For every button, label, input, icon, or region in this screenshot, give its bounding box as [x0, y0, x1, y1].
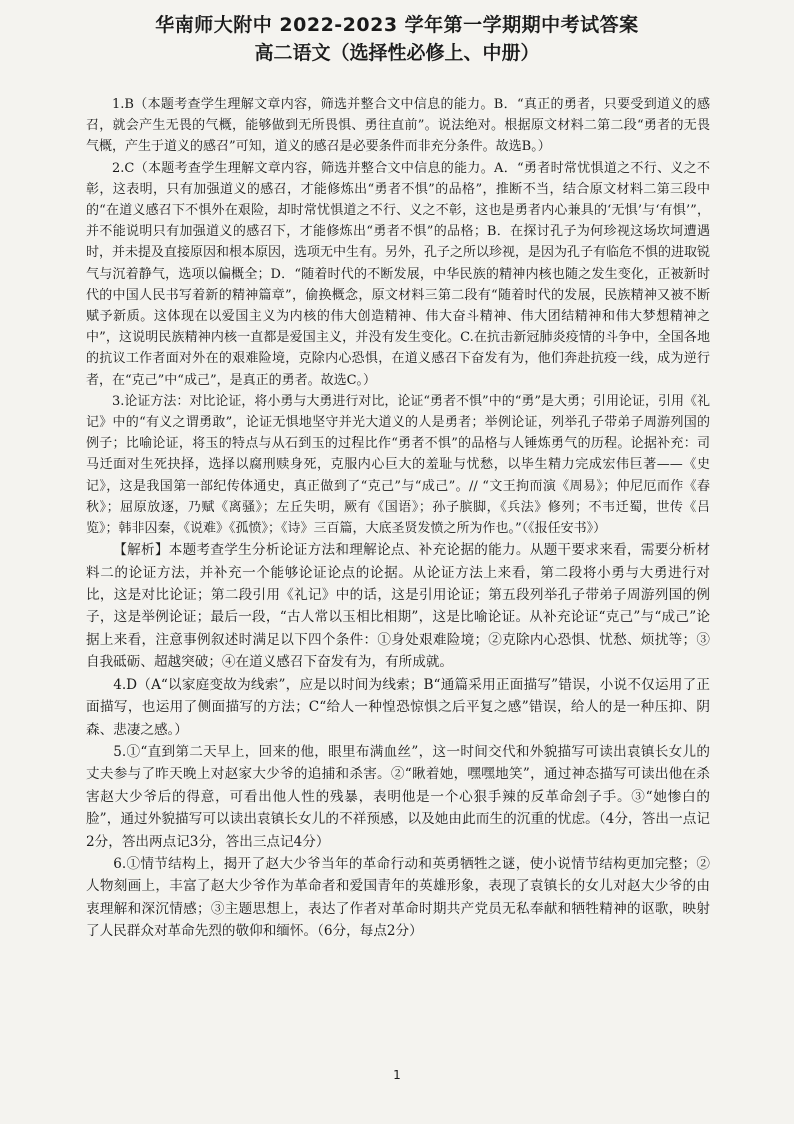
answer-3-analysis: 【解析】本题考查学生分析论证方法和理解论点、补充论据的能力。从题干要求来看，需要分析材料二的论证方法，并补充一个能够论证论点的论据。从论证方法上来看，第二段将小勇与大勇进行对比，这是对比论证；第二段引用《礼记》中的话，这是引用论证；第五段列举孔子带弟子周游列国的例子，这是举例论证；最后一段，“古人常以玉相比相期”，这是比喻论证。从补充论证“克己”与“成己”论据上来看，注意事例叙述时满足以下四个条件：①身处艰难险境；②克除内心恐惧、忧愁、烦扰等；③自我砥砺、超越突破；④在道义感召下奋发有为，有所成就。 [86, 542, 710, 671]
answer-2: 2.C（本题考查学生理解文章内容，筛选并整合文中信息的能力。A．“勇者时常忧惧道之不行、义之不彰，这表明，只有加强道义的感召，才能修炼出“勇者不惧”的品格”，推断不当，结合原文材料二第三段中的“在道义感召下不惧外在艰险，却时常忧惧道之不行、义之不彰，这也是勇者内心兼具的‘无惧’与‘有惧’”，并不能说明只有加强道义的感召下，才能修炼出“勇者不惧”的品格；B．在探讨孔子为何珍视这场坎坷遭遇时，并未提及直接原因和根本原因，选项无中生有。另外，孔子之所以珍视，是因为孔子有临危不惧的进取锐气与沉着静气，选项以偏概全；D．“随着时代的不断发展，中华民族的精神内核也随之发生变化，正被新时代的中国人民书写着新的精神篇章”，偷换概念，原文材料三第二段有“随着时代的发展，民族精神又被不断赋予新质。这体现在以爱国主义为内核的伟大创造精神、伟大奋斗精神、伟大团结精神和伟大梦想精神之中”，这说明民族精神内核一直都是爱国主义，并没有发生变化。C.在抗击新冠肺炎疫情的斗争中，全国各地的抗议工作者面对外在的艰难险境，克除内心恐惧，在道义感召下奋发有为，他们奔赴抗疫一线，成为逆行者，在“克己”中“成己”，是真正的勇者。故选C。） [86, 160, 711, 388]
page-number: 1 [393, 1068, 401, 1082]
answer-3: 3.论证方法：对比论证，将小勇与大勇进行对比，论证“勇者不惧”中的“勇”是大勇；引用论证，引用《礼记》中的“有义之谓勇敢”，论证无惧地坚守并光大道义的人是勇者；举例论证，列举孔子带弟子周游列国的例子；比喻论证，将玉的特点与从石到玉的过程比作“勇者不惧”的品格与人锤炼勇气的历程。论据补充：司马迁面对生死抉择，选择以腐刑赎身死，克服内心巨大的羞耻与忧愁，以毕生精力完成宏伟巨著——《史记》，这是我国第一部纪传体通史，真正做到了“克己”与“成己”。// “文王拘而演《周易》；仲尼厄而作《春秋》；屈原放逐，乃赋《离骚》；左丘失明，厥有《国语》；孙子膑脚，《兵法》修列；不韦迁蜀，世传《吕览》；韩非囚秦，《说难》《孤愤》；《诗》三百篇，大底圣贤发愤之所为作也。”（《报任安书》） [86, 393, 710, 537]
answers-body [0, 94, 794, 943]
document-title: 华南师大附中 2022-2023 学年第一学期期中考试答案 [155, 14, 639, 36]
answer-6: 6.①情节结构上，揭开了赵大少爷当年的革命行动和英勇牺牲之谜，使小说情节结构更加完整；②人物刻画上，丰富了赵大少爷作为革命者和爱国青年的英雄形象，表现了袁镇长的女儿对赵大少爷的由衷理解和深沉情感；③主题思想上，表达了作者对革命时期共产党员无私奉献和牺牲精神的讴歌，映射了人民群众对革命先烈的敬仰和缅怀。（6分，每点2分） [86, 855, 710, 940]
document-subtitle: 高二语文（选择性必修上、中册） [254, 42, 540, 64]
answer-1: 1.B（本题考查学生理解文章内容，筛选并整合文中信息的能力。B．“真正的勇者，只要受到道义的感召，就会产生无畏的气概，能够做到无所畏惧、勇往直前”。说法绝对。根据原文材料二第二段“勇者的无畏气概，产生于道义的感召”可知，道义的感召是必要条件而非充分条件。故选B。） [86, 97, 710, 155]
answer-4: 4.D（A“以家庭变故为线索”，应是以时间为线索；B“通篇采用正面描写”错误，小说不仅运用了正面描写，也运用了侧面描写的方法；C“给人一种惶恐惊惧之后平复之感”错误，给人的是一种压抑、阴森、悲凄之感。） [86, 676, 710, 738]
answer-5: 5.①“直到第二天早上，回来的他，眼里布满血丝”，这一时间交代和外貌描写可读出袁镇长女儿的丈夫参与了昨天晚上对赵家大少爷的追捕和杀害。②“瞅着她，嘿嘿地笑”，通过神态描写可读出他在杀害赵大少爷后的得意，可看出他人性的残暴，表明他是一个心狠手辣的反革命刽子手。③“她惨白的脸”，通过外貌描写可以读出袁镇长女儿的不祥预感，以及她由此而生的沉重的忧虑。（4分，答出一点记2分，答出两点记3分，答出三点记4分） [86, 743, 710, 850]
